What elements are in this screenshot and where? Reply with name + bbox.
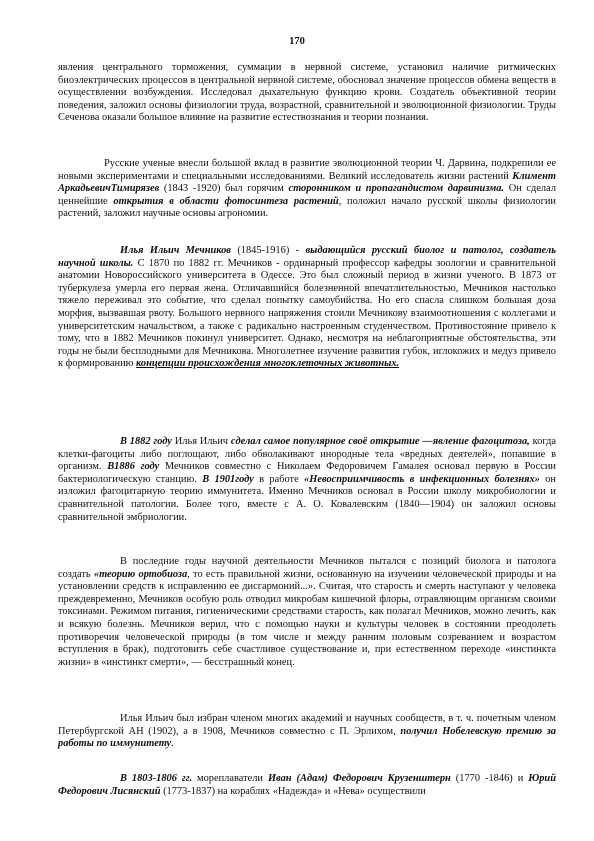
emphasis-run: сторонником и пропагандистом дарвинизма. xyxy=(288,183,505,195)
text-run: Он сделал ценнейшие xyxy=(58,183,556,207)
emphasis-run: В1886 году xyxy=(107,461,160,473)
emphasis-run: выдающийся русский биолог и патолог, создатель научной школы. xyxy=(58,245,556,269)
paragraph-phagocytosis xyxy=(58,436,556,524)
paragraph-krusenstern xyxy=(58,773,556,798)
text-run: Русские ученые внесли большой вклад в развитие эволюционной теории Ч. Дарвина, подкрепили ее новыми экспериментами и специальными исследованиями. Великий исследователь жизни растений xyxy=(58,158,556,182)
text-run: Илья Ильич был избран членом многих академий и научных сообществ, в т. ч. почетным членом Петербургской АН (1902), а в 1908, Мечников совместно с П. Эрлихом, xyxy=(58,713,556,737)
text-run: . xyxy=(171,738,174,750)
paragraph-timiryazev xyxy=(58,158,556,221)
emphasis-run: Юрий Федорович Лисянский xyxy=(58,773,556,797)
emphasis-run: открытия в области фотосинтеза растений xyxy=(113,195,339,207)
emphasis-run: концепции происхождения многоклеточных животных. xyxy=(136,358,400,370)
text-run: Илья Ильич xyxy=(171,436,231,447)
text-run: мореплаватели xyxy=(192,773,268,784)
paragraph-orthobiosis xyxy=(58,556,556,669)
emphasis-run: В 1882 году xyxy=(120,436,172,447)
emphasis-run: «теорию ортобиоза xyxy=(93,568,188,580)
text-run: , положил начало русской школы физиологии растений, заложил научные основы агрономии. xyxy=(58,195,556,220)
text-run: (1845-1916) - xyxy=(230,245,306,256)
paragraph-mechnikov-bio xyxy=(58,245,556,371)
text-run: в работе xyxy=(253,473,305,485)
paragraph-nobel xyxy=(58,713,556,751)
page-number: 170 xyxy=(289,36,305,47)
text-run: он изложил фагоцитарную теорию иммунитета. Именно Мечников основал в России школу микробиологии и сравнительной патологии. Более того, вместе с А. О. Ковалевским (1840—1904) он заложил основы сравнительной эмбриологии. xyxy=(58,473,556,523)
text-run: С 1870 по 1882 гг. Мечников - ординарный профессор кафедры зоологии и сравнительной анатомии Новороссийского университета в Одессе. Это был сложный период в жизни ученого. В 1873 от туберкулеза умерла его первая жена. Отличавшийся болезненной впечатлительностью, Мечников настолько тяжело переживал это событие, что сделал попытку самоубийства. Но его спасла слишком большая доза морфия, вызвавшая рвоту. Большого нервного напряжения стоили Мечникову взаимоотношения с коллегами и университетским начальством, а также с радикально настроенным студенчеством. Противостояние привело к тому, что в 1882 Мечников покинул университет. Однако, несмотря на неблагоприятные обстоятельства, эти годы не были бесплодными для Мечникова. Многолетнее изучение развития губок, иглокожих и медуз привело к формированию xyxy=(58,257,556,370)
emphasis-run: Иван (Адам) Федорович Крузенштерн xyxy=(267,773,451,784)
emphasis-run: Илья Ильич Мечников xyxy=(120,245,231,256)
text-run: когда клетки-фагоциты либо поглощают, либо обволакивают инородные тела «вредных деятелей», попавшие в организм. xyxy=(58,436,556,473)
text-run: (1773-1837) на кораблях «Надежда» и «Нева» осуществили xyxy=(160,785,426,797)
emphasis-run: В 1803-1806 гг. xyxy=(120,773,193,784)
text-run: В последние годы научной деятельности Мечников пытался с позиций биолога и патолога создать xyxy=(58,556,556,580)
emphasis-run: Климент АркадьевичТимирязев xyxy=(58,170,556,195)
text-run: явления центрального торможения, суммации в нервной системе, установил наличие ритмических биоэлектрических процессов в центральной нервной системе, обосновал значение процессов обмена веществ в осуществлении возбуждения. Исследовал дыхательную функцию крови. Создатель объективной теории поведения, заложил основы физиологии труда, возрастной, сравнительной и эволюционной физиологии. Труды Сеченова оказали большое влияние на развитие естествознания и теории познания. xyxy=(58,62,556,124)
emphasis-run: сделал самое популярное своё открытие —явление фагоцитоза, xyxy=(230,436,530,447)
emphasis-run: получил Нобелевскую премию за работы по иммунитету xyxy=(58,725,556,750)
text-run: (1843 -1920) был горячим xyxy=(159,183,289,195)
text-run: Мечников совместно с Николаем Федоровичем Гамалея основал первую в России бактериологическую станцию. xyxy=(58,461,556,485)
text-run: (1770 -1846) и xyxy=(450,773,529,784)
emphasis-run: «Невосприимчивость в инфекционных болезнях» xyxy=(304,473,540,485)
paragraph-sechenov-end xyxy=(58,62,556,125)
emphasis-run: В 1901году xyxy=(202,473,254,485)
text-run: , то есть правильной жизни, основанную на изучении человеческой природы и на установлении средств к исправлению ее дисгармоний...». Считая, что старость и смерть наступают у человека преждевременно, Мечников особую роль отводил микробам кишечной флоры, отравляющим организм своими токсинами. Режимом питания, гигиеническими средствами старость, как полагал Мечников, можно лечить, как и всякую болезнь. Мечников верил, что с помощью науки и культуры человек в состоянии преодолеть противоречия человеческой природы (в том числе и между ранним половым созреванием и возрастом вступления в брак), подготовить себе счастливое существование и, при естественном переходе «инстинкта жизни» в «инстинкт смерти», — бесстрашный конец. xyxy=(58,568,556,668)
